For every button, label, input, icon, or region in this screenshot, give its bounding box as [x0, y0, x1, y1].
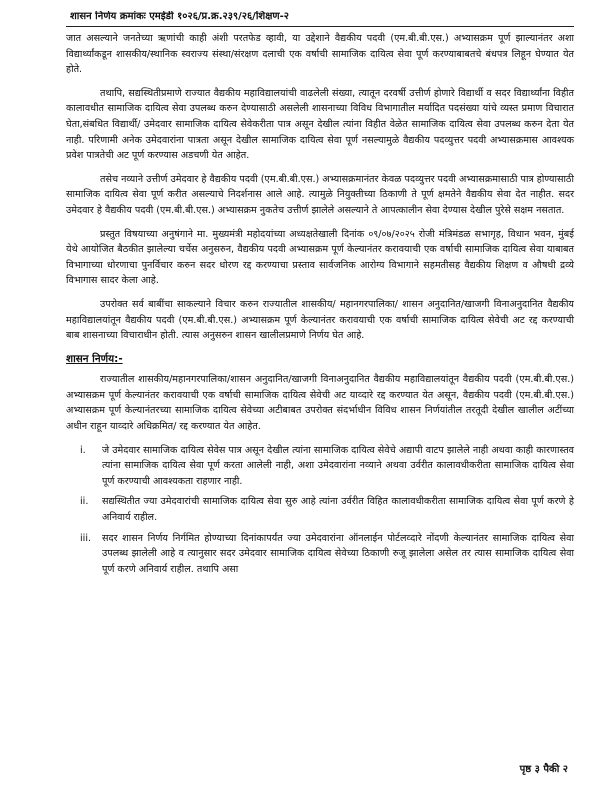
list-item: [66, 443, 574, 490]
paragraph-5: उपरोक्त सर्व बाबींचा साकल्याने विचार करुन राज्यातील शासकीय/ महानगरपालिका/ शासन अनुदानित/खाजगी विनाअनुदानित वैद्यकीय महाविद्यालयांतून वैद्यकीय पदवी (एम.बी.बी.एस.) अभ्यासक्रम पूर्ण केल्यानंतर करावयाची एक वर्षाची सामाजिक दायित्व सेवेची अट रद्द करण्याची बाब शासनाच्या विचाराधीन होती. त्यास अनुसरुन शासन खालीलप्रमाणे निर्णय घेत आहे.: [66, 298, 574, 342]
paragraph-4: प्रस्तुत विषयाच्या अनुषंगाने मा. मुख्यमंत्री महोदयांच्या अध्यक्षतेखाली दिनांक ०९/०७/२०२५ रोजी मंत्रिमंडळ सभागृह, विधान भवन, मुंबई येथे आयोजित बैठकीत झालेल्या चर्चेस अनुसरुन, वैद्यकीय पदवी अभ्यासक्रम पूर्ण केल्यानंतर करावयाची एक वर्षाची सामाजिक दायित्व सेवा याबाबत विभागाच्या धोरणाचा पुनर्विचार करुन सदर धोरण रद्द करण्याचा प्रस्ताव सार्वजनिक आरोग्य विभागाने सहमतीसह वैद्यकीय शिक्षण व औषधी द्रव्ये विभागास सादर केला आहे.: [66, 228, 574, 287]
list-item: [66, 531, 574, 578]
decision-heading: शासन निर्णय:-: [66, 352, 123, 365]
document-body: [66, 31, 574, 582]
paragraph-2: तथापि, सद्यस्थितीप्रमाणे राज्यात वैद्यकीय महाविद्यालयांची वाढलेली संख्या, त्यातून दरवर्षी उत्तीर्ण होणारे विद्यार्थी व सदर विद्यार्थ्यांना विहीत कालावधीत सामाजिक दायित्व सेवा उपलब्ध करुन देण्यासाठी असलेली शासनाच्या विविध विभागातील मर्यादित पदसंख्या यांचे व्यस्त प्रमाण विचारात घेता,संबधित विद्यार्थी/ उमेदवार सामाजिक दायित्व सेवेकरीता पात्र असून देखील त्यांना विहीत वेळेत सामाजिक दायित्व सेवा उपलब्ध करुन देता येत नाही. परिणामी अनेक उमेदवारांना पात्रता असून देखील सामाजिक दायित्व सेवा पूर्ण नसल्यामुळे वैद्यकीय पदव्युत्तर पदवी अभ्यासक्रमास आवश्यक प्रवेश पात्रतेची अट पूर्ण करण्यास अडचणी येत आहेत.: [66, 87, 574, 162]
list-item: [66, 494, 574, 525]
decision-conditions-list: [66, 443, 574, 578]
list-item-text: सदर शासन निर्णय निर्गमित होण्याच्या दिनांकापर्यंत ज्या उमेदवारांना ऑनलाईन पोर्टलव्दारे नोंदणी केल्यानंतर सामाजिक दायित्व सेवा उपलब्ध झालेली आहे व त्यानुसार सदर उमेदवार सामाजिक दायित्व सेवेच्या ठिकाणी रुजू झालेला असेल तर त्यास सामाजिक दायित्व सेवा पूर्ण करणे अनिवार्य राहील. तथापि असा: [102, 532, 574, 575]
page-header: शासन निर्णय क्रमांकः एमईडी १०२६/प्र.क्र.२३९/२६/शिक्षण-२: [70, 11, 289, 22]
paragraph-3: तसेच नव्याने उत्तीर्ण उमेदवार हे वैद्यकीय पदवी (एम.बी.बी.एस.) अभ्यासक्रमानंतर केवळ पदव्युत्तर पदवी अभ्यासक्रमासाठी पात्र होण्यासाठी सामाजिक दायित्व सेवा पूर्ण करीत असल्याचे निदर्शनास आले आहे. त्यामुळे नियुक्तीच्या ठिकाणी ते पूर्ण क्षमतेने वैद्यकीय सेवा देत नाहीत. सदर उमेदवार हे वैद्यकीय पदवी (एम.बी.बी.एस.) अभ्यासक्रम नुकतेच उत्तीर्ण झालेले असल्याने ते आपत्कालीन सेवा देण्यास देखील पुरेसे सक्षम नसतात.: [66, 173, 574, 216]
list-item-number: iii.: [80, 532, 92, 544]
list-item-number: ii.: [80, 496, 89, 508]
list-item-number: i.: [80, 444, 86, 456]
list-item-text: जे उमेदवार सामाजिक दायित्व सेवेस पात्र असून देखील त्यांना सामाजिक दायित्व सेवेचे अद्यापी वाटप झालेले नाही अथवा काही कारणास्तव त्यांना सामाजिक दायित्व सेवा पूर्ण करता आलेली नाही, अशा उमेदवारांना नव्याने अथवा उर्वरीत कालावधीकरीता सामाजिक दायित्व सेवा पूर्ण करण्याची आवश्यकता राहणार नाही.: [102, 444, 574, 487]
paragraph-1: जात असल्याने जनतेच्या ऋणांची काही अंशी परतफेड व्हावी, या उद्देशाने वैद्यकीय पदवी (एम.बी.बी.एस.) अभ्यासक्रम पूर्ण झाल्यानंतर अशा विद्यार्थ्यांकडून शासकीय/स्थानिक स्वराज्य संस्था/संरक्षण दलाची एक वर्षाची सामाजिक दायित्व सेवा पूर्ण करण्याबाबतचे बंधपत्र लिहून घेण्यात येत होते.: [66, 33, 574, 76]
decision-intro: राज्यातील शासकीय/महानगरपालिका/शासन अनुदानित/खाजगी विनाअनुदानित वैद्यकीय महाविद्यालयांतून वैद्यकीय पदवी (एम.बी.बी.एस.) अभ्यासक्रम पूर्ण केल्यानंतर करावयाची एक वर्षाची सामाजिक दायित्व सेवेची अट याव्दारे रद्द करण्यात येत असून, वैद्यकीय पदवी (एम.बी.बी.एस.) अभ्यासक्रम पूर्ण केल्यानंतरच्या सामाजिक दायित्व सेवेच्या अटीबाबत उपरोक्त संदर्भाधीन विविध शासन निर्णयांतील तरतूदी देखील खालील अटींच्या अधीन राहून याव्दारे अधिक्रमित/ रद्द करण्यात येत आहेत.: [66, 374, 574, 433]
list-item-text: सद्यस्थितीत ज्या उमेदवारांची सामाजिक दायित्व सेवा सुरु आहे त्यांना उर्वरीत विहित कालावधीकरीता सामाजिक दायित्व सेवा पूर्ण करणे हे अनिवार्य राहील.: [102, 496, 574, 524]
header-divider: [66, 26, 574, 27]
page-number: पृष्ठ ३ पैकी २: [519, 764, 568, 775]
